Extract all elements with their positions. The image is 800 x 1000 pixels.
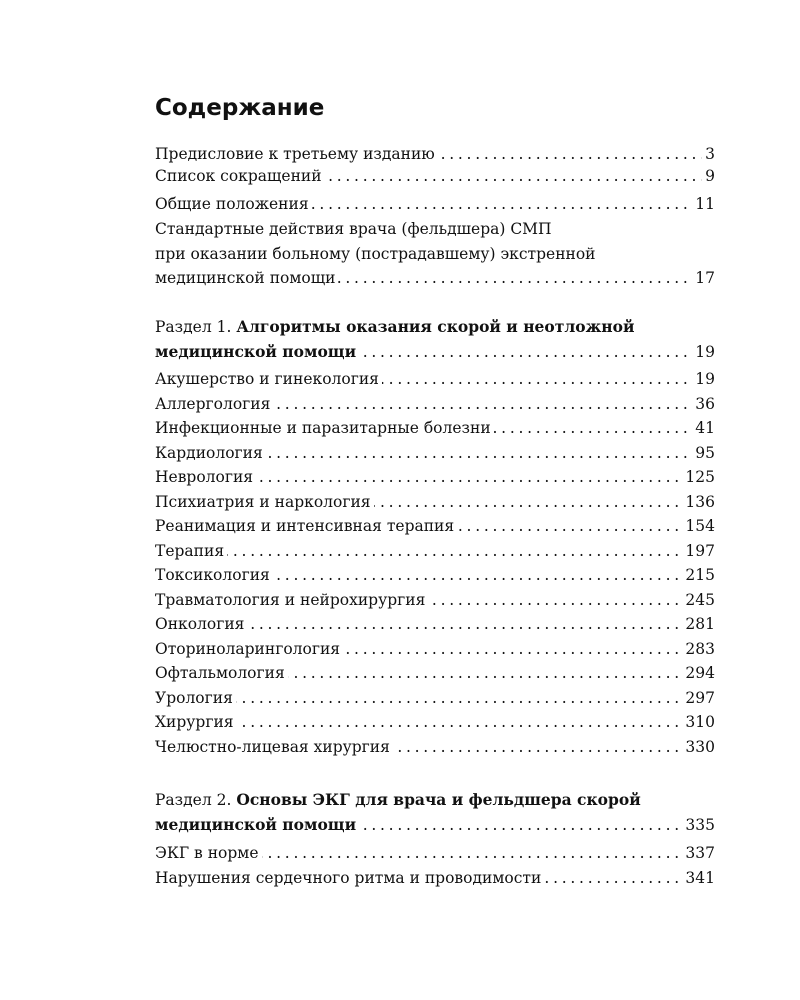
toc-item[interactable] — [155, 539, 715, 564]
toc-page-number: 337 — [682, 841, 715, 866]
toc-item-title: Офтальмология — [155, 664, 288, 682]
toc-page-number: 330 — [682, 735, 715, 760]
toc-entry-title: Общие положения — [155, 195, 312, 213]
toc-item[interactable] — [155, 416, 715, 441]
toc-item[interactable] — [155, 465, 715, 490]
toc-item-title: Терапия — [155, 542, 227, 560]
toc-entry-title-line: Стандартные действия врача (фельдшера) СМП — [155, 220, 555, 238]
toc-item[interactable] — [155, 514, 715, 539]
section-title-cont: медицинской помощи — [155, 342, 359, 361]
toc-item-title: Инфекционные и паразитарные болезни — [155, 419, 494, 437]
toc-item-title: Оториноларингология — [155, 640, 343, 658]
toc-item[interactable] — [155, 735, 715, 760]
toc-entry-general[interactable] — [155, 192, 715, 217]
toc-item-title: Неврология — [155, 468, 256, 486]
toc-item[interactable] — [155, 588, 715, 613]
toc-page-number: 17 — [692, 266, 715, 291]
section1-items — [155, 367, 715, 759]
toc-page-number: 297 — [682, 686, 715, 711]
toc-item-title: ЭКГ в норме — [155, 844, 262, 862]
section2-items — [155, 841, 715, 890]
toc-page-number: 11 — [692, 192, 715, 217]
page-title: Содержание — [155, 95, 325, 121]
toc-page-number: 9 — [702, 164, 715, 189]
toc-entry-title-line: медицинской помощи — [155, 269, 338, 287]
toc-item-title: Реанимация и интенсивная терапия — [155, 517, 457, 535]
toc-item-title: Хирургия — [155, 713, 237, 731]
toc-page-number: 19 — [692, 367, 715, 392]
toc-page-number: 19 — [692, 340, 715, 365]
toc-entry-abbreviations[interactable] — [155, 164, 715, 189]
toc-page-number: 341 — [682, 866, 715, 891]
toc-item[interactable] — [155, 490, 715, 515]
toc-page-number: 41 — [692, 416, 715, 441]
toc-item-title: Токсикология — [155, 566, 273, 584]
toc-page-number: 154 — [682, 514, 715, 539]
toc-item-title: Онкология — [155, 615, 247, 633]
toc-item-title: Урология — [155, 689, 236, 707]
toc-entry-title: Список сокращений — [155, 167, 325, 185]
toc-item[interactable] — [155, 367, 715, 392]
toc-page-number: 281 — [682, 612, 715, 637]
section-title: Основы ЭКГ для врача и фельдшера скорой — [236, 790, 641, 809]
section-prefix: Раздел 1. — [155, 318, 232, 336]
toc-page-number: 36 — [692, 392, 715, 417]
toc-page-number: 136 — [682, 490, 715, 515]
toc-page-number: 294 — [682, 661, 715, 686]
toc-item[interactable] — [155, 841, 715, 866]
toc-item-title: Челюстно-лицевая хирургия — [155, 738, 393, 756]
toc-page-number: 125 — [682, 465, 715, 490]
toc-entry-title-line: при оказании больному (пострадавшему) экстренной — [155, 245, 599, 263]
toc-item-title: Нарушения сердечного ритма и проводимости — [155, 869, 544, 887]
toc-page-number: 335 — [682, 813, 715, 838]
toc-item[interactable] — [155, 563, 715, 588]
section-prefix: Раздел 2. — [155, 791, 232, 809]
toc-item[interactable] — [155, 637, 715, 662]
toc-page-number: 245 — [682, 588, 715, 613]
toc-item[interactable] — [155, 686, 715, 711]
toc-item[interactable] — [155, 612, 715, 637]
toc-page-number: 283 — [682, 637, 715, 662]
toc-item-title: Травматология и нейрохирургия — [155, 591, 428, 609]
toc-item[interactable] — [155, 710, 715, 735]
toc-entry-title: Предисловие к третьему изданию — [155, 145, 438, 163]
section-title-cont: медицинской помощи — [155, 815, 359, 834]
toc-item[interactable] — [155, 661, 715, 686]
toc-page-number: 215 — [682, 563, 715, 588]
toc-entry-standard-actions[interactable] — [155, 217, 715, 291]
toc-page-number: 95 — [692, 441, 715, 466]
toc-item[interactable] — [155, 441, 715, 466]
toc-page-number: 3 — [702, 142, 715, 167]
toc-entry-preface[interactable] — [155, 142, 715, 167]
section-title: Алгоритмы оказания скорой и неотложной — [236, 317, 635, 336]
toc-item[interactable] — [155, 866, 715, 891]
toc-section-2[interactable] — [155, 788, 715, 837]
toc-item-title: Кардиология — [155, 444, 266, 462]
toc-page-number: 197 — [682, 539, 715, 564]
toc-page-number: 310 — [682, 710, 715, 735]
toc-item-title: Аллергология — [155, 395, 273, 413]
toc-item-title: Психиатрия и наркология — [155, 493, 374, 511]
toc-section-1[interactable] — [155, 315, 715, 364]
toc-item-title: Акушерство и гинекология — [155, 370, 382, 388]
toc-item[interactable] — [155, 392, 715, 417]
